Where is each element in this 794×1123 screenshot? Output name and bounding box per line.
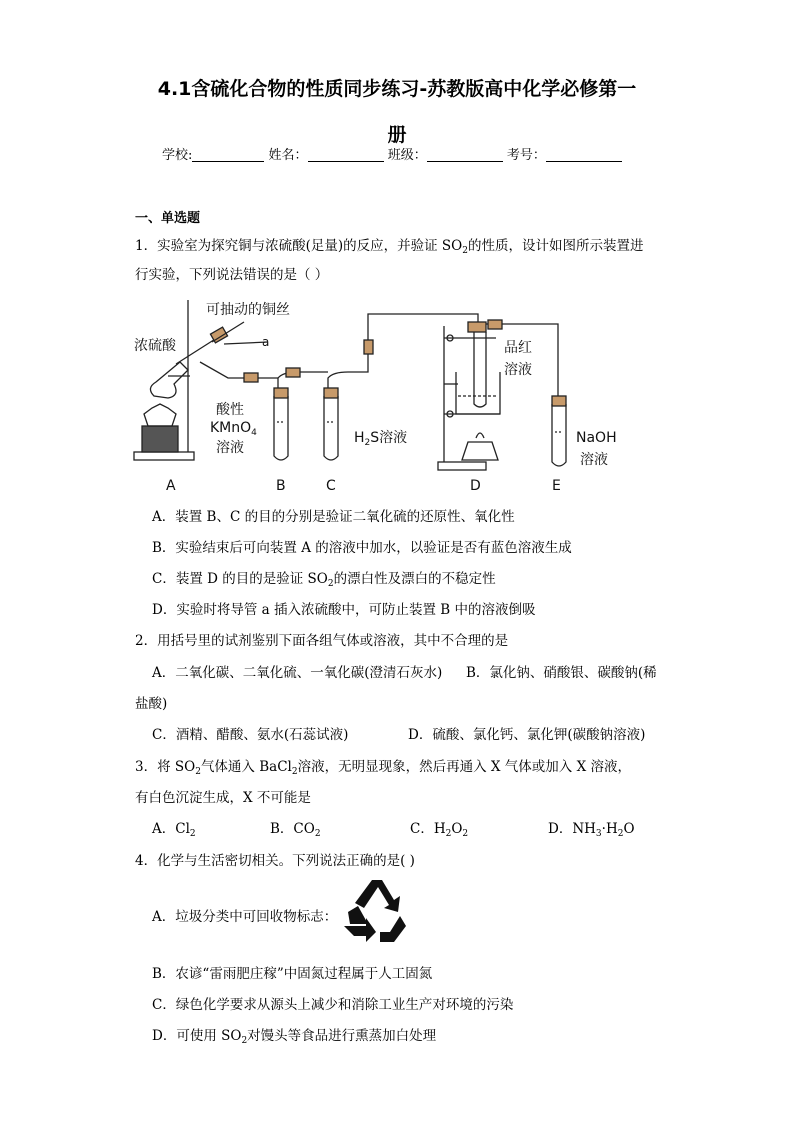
section-heading: 一、单选题 xyxy=(135,211,201,226)
burner-d xyxy=(462,442,498,460)
q4-option-d-post: 对馒头等食品进行熏蒸加白处理 xyxy=(247,1028,437,1044)
label-naoh-1: NaOH xyxy=(576,430,617,446)
title-line-2: 册 xyxy=(387,124,407,146)
q3-option-d-end: O xyxy=(623,821,635,837)
stand-base-a xyxy=(134,452,194,460)
q1-stem-line2: 行实验，下列说法错误的是（ ） xyxy=(135,267,329,283)
q1-stem-sub: 2 xyxy=(462,246,468,256)
q4-option-d[interactable] xyxy=(152,1024,436,1044)
test-tube-b xyxy=(274,396,288,460)
q3-stem-part3: 溶液，无明显现象，然后再通入 X 气体或加入 X 溶液， xyxy=(297,759,631,775)
q1-option-a[interactable]: A．装置 B、C 的目的分别是验证二氧化硫的还原性、氧化性 xyxy=(152,509,515,525)
heater-block xyxy=(142,426,178,452)
q2-stem: 2．用括号里的试剂鉴别下面各组气体或溶液，其中不合理的是 xyxy=(135,633,509,649)
number-label: 考号： xyxy=(506,148,546,163)
label-letter-c: C xyxy=(326,478,336,492)
label-letter-a: A xyxy=(166,478,176,492)
q2-option-a[interactable]: A．二氧化碳、二氧化硫、一氧化碳(澄清石灰水) xyxy=(152,665,443,681)
number-blank[interactable] xyxy=(546,147,622,162)
school-blank[interactable] xyxy=(192,147,264,162)
label-pinhong-1: 品红 xyxy=(504,340,532,356)
q3-option-c-mid: O xyxy=(451,821,463,837)
q3-stem-line1 xyxy=(135,755,631,775)
q1-option-d[interactable]: D．实验时将导管 a 插入浓硫酸中，可防止装置 B 中的溶液倒吸 xyxy=(152,602,536,618)
name-blank[interactable] xyxy=(308,147,384,162)
label-kmno4-3: 溶液 xyxy=(216,440,244,456)
q1-option-c-pre: C．装置 D 的目的是验证 SO xyxy=(152,571,328,587)
label-kmno4-2: KMnO$_4$ xyxy=(210,420,257,438)
q4-option-b[interactable]: B．农谚“雷雨肥庄稼”中固氮过程属于人工固氮 xyxy=(152,966,433,982)
q3-stem-part1: 3．将 SO xyxy=(135,759,196,775)
q1-option-c[interactable] xyxy=(152,567,496,587)
recycle-icon xyxy=(342,878,408,944)
q3-option-a-text: A．Cl xyxy=(152,821,190,837)
flask-a xyxy=(150,362,188,398)
q3-option-b-sub: 2 xyxy=(314,829,321,839)
class-blank[interactable] xyxy=(427,147,503,162)
q3-option-b-text: B．CO xyxy=(270,821,315,837)
q3-option-c[interactable] xyxy=(410,817,468,837)
q4-option-d-pre: D．可使用 SO xyxy=(152,1028,242,1044)
q4-option-a[interactable]: A．垃圾分类中可回收物标志： xyxy=(152,909,338,925)
experiment-apparatus-diagram xyxy=(128,292,638,492)
test-tube-c xyxy=(324,396,338,460)
q3-option-a[interactable] xyxy=(152,817,196,837)
label-pinhong-2: 溶液 xyxy=(504,362,532,378)
q2-option-b-cont: 盐酸) xyxy=(135,696,168,712)
q3-option-d[interactable] xyxy=(548,817,635,837)
q4-stem: 4．化学与生活密切相关。下列说法正确的是( ) xyxy=(135,853,415,869)
q1-option-c-post: 的漂白性及漂白的不稳定性 xyxy=(333,571,496,587)
label-kmno4-1: 酸性 xyxy=(216,402,244,418)
name-label: 姓名： xyxy=(268,148,308,163)
q1-option-c-sub: 2 xyxy=(327,579,334,589)
q1-stem-end: 的性质，设计如图所示装置进 xyxy=(467,238,644,254)
label-a: a xyxy=(262,335,270,349)
q1-option-b[interactable]: B．实验结束后可向装置 A 的溶液中加水，以验证是否有蓝色溶液生成 xyxy=(152,540,572,556)
q3-option-d-text: D．NH xyxy=(548,821,596,837)
q3-option-a-sub: 2 xyxy=(189,829,196,839)
q2-option-d[interactable]: D．硫酸、氯化钙、氯化钾(碳酸钠溶液) xyxy=(408,727,646,743)
burner-a xyxy=(144,404,176,426)
q3-option-d-sub2: 2 xyxy=(617,829,624,839)
class-label: 班级： xyxy=(387,148,427,163)
q3-stem-sub1: 2 xyxy=(195,767,201,777)
q2-option-c[interactable]: C．酒精、醋酸、氨水(石蕊试液) xyxy=(152,727,349,743)
q4-option-d-sub: 2 xyxy=(241,1036,248,1046)
label-h2s: $H_2S$溶液 xyxy=(354,430,408,448)
q2-option-b[interactable]: B．氯化钠、硝酸银、碳酸钠(稀 xyxy=(466,665,657,681)
q3-option-d-mid: ·H xyxy=(601,821,618,837)
title-line-1: 4.1含硫化合物的性质同步练习-苏教版高中化学必修第一 xyxy=(157,78,637,100)
q1-stem-text: 1．实验室为探究铜与浓硫酸(足量)的反应，并验证 SO xyxy=(135,238,463,254)
q3-option-c-sub1: 2 xyxy=(445,829,452,839)
q3-stem-line2: 有白色沉淀生成，X 不可能是 xyxy=(135,790,311,806)
test-tube-e xyxy=(552,404,566,466)
label-conc-acid: 浓硫酸 xyxy=(134,338,176,354)
label-copper-wire: 可抽动的铜丝 xyxy=(206,302,290,318)
label-letter-b: B xyxy=(276,478,286,492)
q3-stem-part2: 气体通入 BaCl xyxy=(200,759,292,775)
q1-stem-line1 xyxy=(135,234,643,254)
label-naoh-2: 溶液 xyxy=(580,452,608,468)
q3-option-c-sub2: 2 xyxy=(462,829,469,839)
label-letter-e: E xyxy=(552,478,561,492)
q3-option-b[interactable] xyxy=(270,817,321,837)
student-info xyxy=(162,144,622,163)
stand-base-d xyxy=(438,462,486,470)
q4-option-c[interactable]: C．绿色化学要求从源头上减少和消除工业生产对环境的污染 xyxy=(152,997,514,1013)
q3-option-d-sub1: 3 xyxy=(595,829,602,839)
beaker-d xyxy=(456,372,500,414)
q3-option-c-text: C．H xyxy=(410,821,446,837)
label-letter-d: D xyxy=(470,478,481,492)
school-label: 学校: xyxy=(162,148,193,163)
q3-stem-sub2: 2 xyxy=(291,767,298,777)
